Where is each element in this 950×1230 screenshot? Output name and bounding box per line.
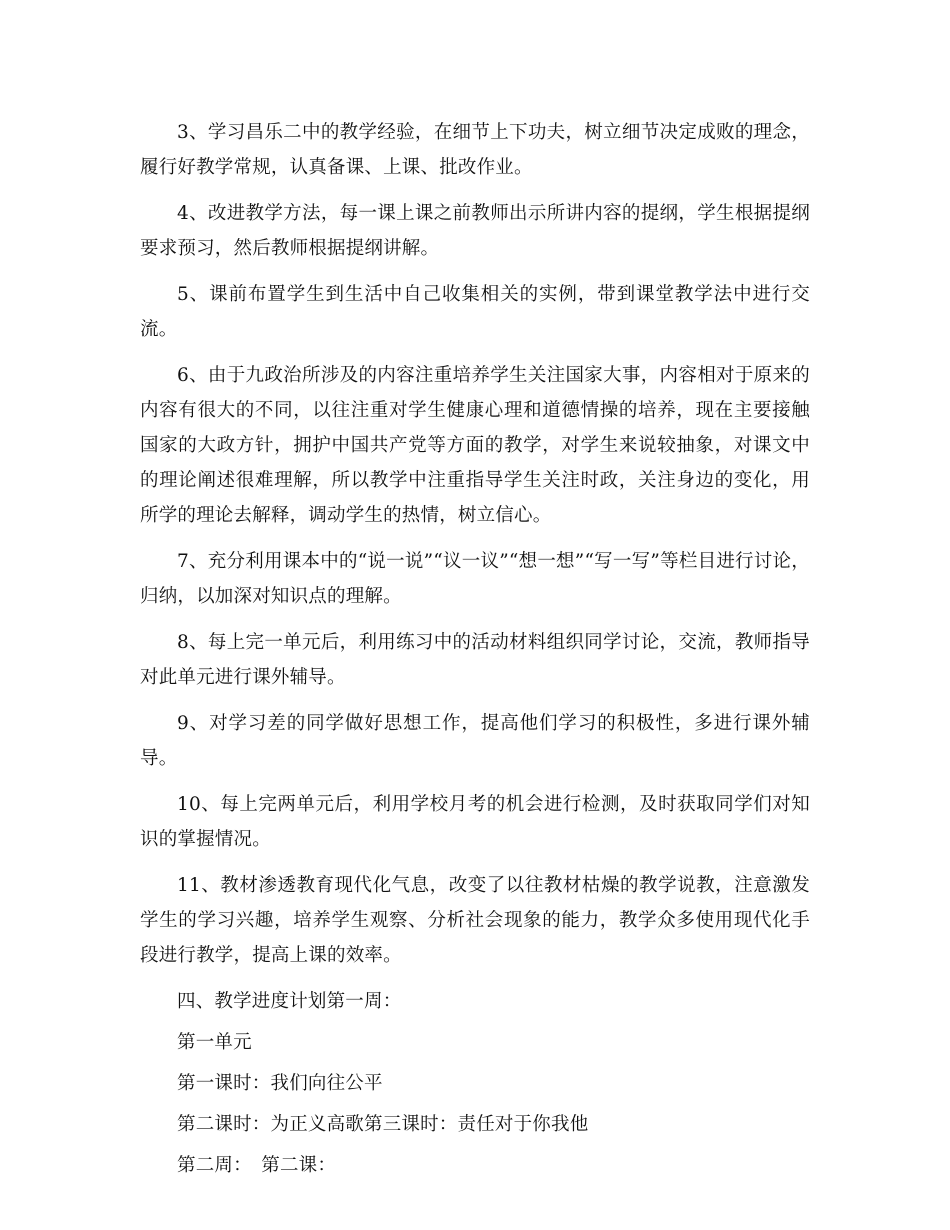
paragraph-item-3: 3、学习昌乐二中的教学经验，在细节上下功夫，树立细节决定成败的理念，履行好教学常规，认真备课、上课、批改作业。 <box>140 122 810 178</box>
unit-heading: 第一单元 <box>177 1032 252 1053</box>
lesson-line-1: 第一课时：我们向往公平 <box>177 1073 383 1094</box>
paragraph-item-8: 8、每上完一单元后，利用练习中的活动材料组织同学讨论，交流，教师指导对此单元进行课外辅导。 <box>140 632 810 688</box>
paragraph-item-10: 10、每上完两单元后，利用学校月考的机会进行检测，及时获取同学们对知识的掌握情况。 <box>140 794 810 850</box>
paragraph-item-7: 7、充分利用课本中的“说一说”“议一议”“想一想”“写一写”等栏目进行讨论，归纳，以加深对知识点的理解。 <box>140 551 810 607</box>
document-body <box>140 115 810 1189</box>
paragraph-item-5: 5、课前布置学生到生活中自己收集相关的实例，带到课堂教学法中进行交流。 <box>140 284 810 340</box>
section-heading-schedule: 四、教学进度计划第一周： <box>177 991 402 1012</box>
paragraph-item-9: 9、对学习差的同学做好思想工作，提高他们学习的积极性，多进行课外辅导。 <box>140 713 810 769</box>
paragraph-item-11: 11、教材渗透教育现代化气息，改变了以往教材枯燥的教学说教，注意激发学生的学习兴趣，培养学生观察、分析社会现象的能力，教学众多使用现代化手段进行教学，提高上课的效率。 <box>140 875 810 966</box>
lesson-line-2: 第二课时：为正义高歌第三课时：责任对于你我他 <box>177 1114 589 1135</box>
paragraph-item-4: 4、改进教学方法，每一课上课之前教师出示所讲内容的提纲，学生根据提纲要求预习，然后教师根据提纲讲解。 <box>140 203 810 259</box>
paragraph-item-6: 6、由于九政治所涉及的内容注重培养学生关注国家大事，内容相对于原来的内容有很大的不同，以往注重对学生健康心理和道德情操的培养，现在主要接触国家的大政方针，拥护中国共产党等方面的教学，对学生来说较抽象，对课文中的理论阐述很难理解，所以教学中注重指导学生关注时政，关注身边的变化，用所学的理论去解释，调动学生的热情，树立信心。 <box>140 365 810 526</box>
week-two-line: 第二周： 第二课： <box>177 1155 337 1176</box>
